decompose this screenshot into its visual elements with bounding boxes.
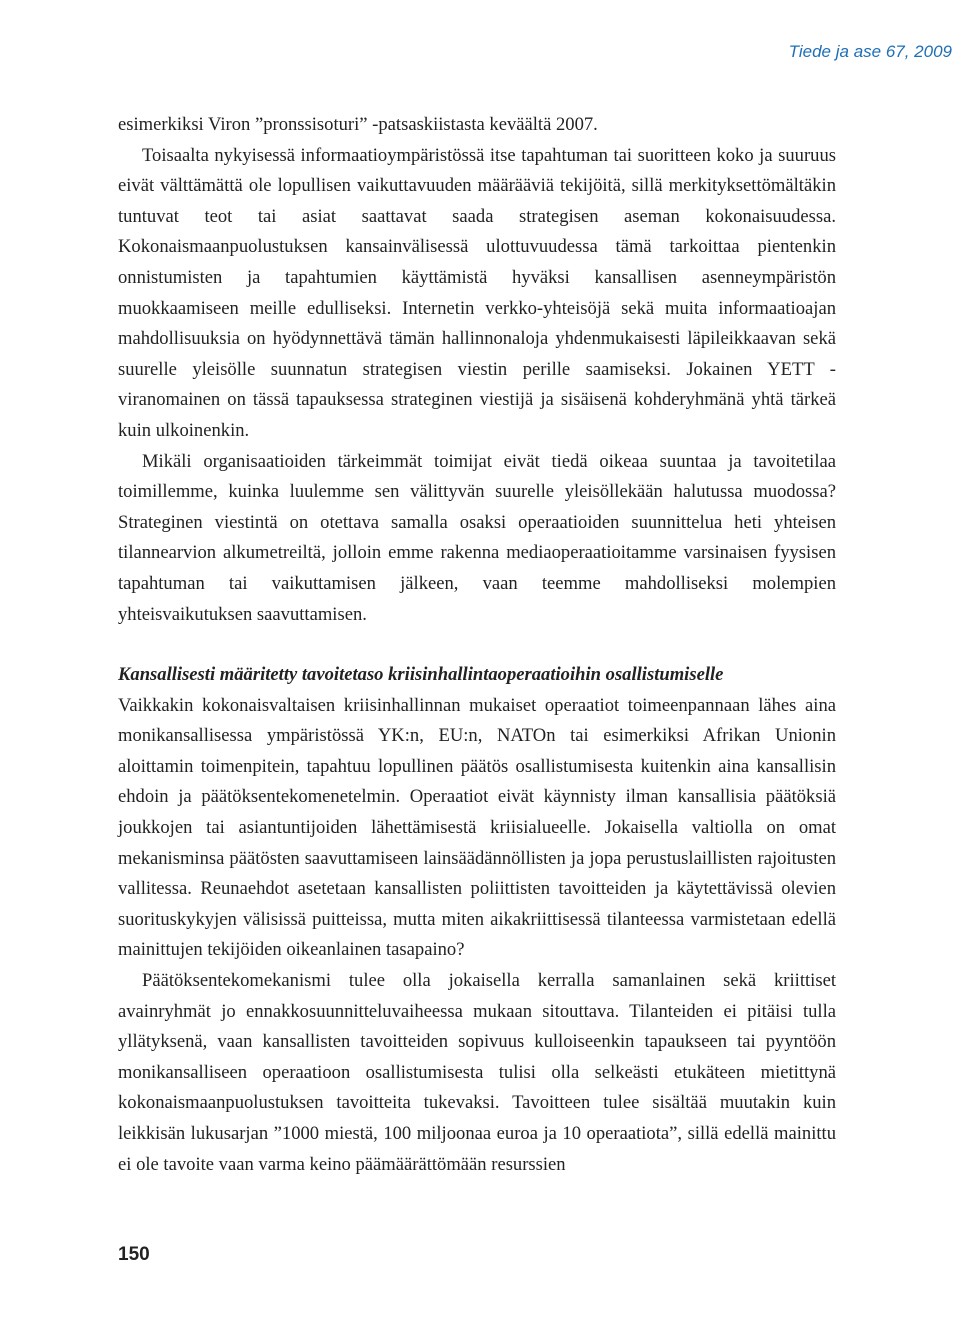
section-heading: Kansallisesti määritetty tavoitetaso kriisinhallintaoperaatioihin osallistumiselle — [118, 664, 724, 686]
article-body — [118, 110, 836, 1180]
paragraph-continuation: esimerkiksi Viron ”pronssisoturi” -patsaskiistasta keväältä 2007. — [118, 114, 598, 135]
journal-header: Tiede ja ase 67, 2009 — [788, 42, 952, 61]
page-number: 150 — [118, 1244, 150, 1265]
paragraph: Mikäli organisaatioiden tärkeimmät toimijat eivät tiedä oikeaa suuntaa ja tavoitetilaa toimillemme, kuinka luulemme sen välittyvän suurelle yleisöllekään halutussa muodossa? Strateginen viestintä on otettava samalla osaksi operaatioiden suunnittelua heti yhteisen tilannearvion alkumetreiltä, jolloin emme rakenna mediaoperaatioitamme varsinaisen fyysisen tapahtuman tai vaikuttamisen jälkeen, vaan teemme mahdolliseksi molempien yhteisvaikutuksen saavuttamisen. — [118, 450, 836, 625]
paragraph: Toisaalta nykyisessä informaatioympäristössä itse tapahtuman tai suoritteen koko ja suuruus eivät välttämättä ole lopullisen vaikuttavuuden määrääviä tekijöitä, sillä merkityksettömältäkin tuntuvat teot tai asiat saattavat saada strategisen aseman kokonaisuudessa. Kokonaismaanpuolustuksen kansainvälisessä ulottuvuudessa tämä tarkoittaa pientenkin onnistumisten ja tapahtumien käyttämistä hyväksi kansallisen asenneympäristön muokkaamiseen meille edulliseksi. Internetin verkko-yhteisöjä sekä muita informaatioajan mahdollisuuksia on hyödynnettävä tämän hallinnonaloja yhdenmukaisesti läpileikkaavan sekä suurelle yleisölle suunnatun strategisen viestin perille saamiseksi. Jokainen YETT -viranomainen on tässä tapauksessa strateginen viestijä ja sisäisenä kohderyhmänä yhtä tärkeä kuin ulkoinenkin. — [118, 144, 836, 441]
paragraph: Päätöksentekomekanismi tulee olla jokaisella kerralla samanlainen sekä kriittiset avainryhmät jo ennakkosuunnitteluvaiheessa mukaan sitouttava. Tilanteiden ei pitäisi tulla yllätyksenä, vaan kansallisten tavoitteiden sopivuus kulloiseenkin tapaukseen tai pyyntöön monikansalliseen operaatioon osallistumisesta tulisi olla selkeästi etukäteen mietittynä kokonaismaanpuolustuksen tavoitteita tukevaksi. Tavoitteen tulee sisältää muutakin kuin leikkisän lukusarjan ”1000 miestä, 100 miljoonaa euroa ja 10 operaatiota”, sillä edellä mainittu ei ole tavoite vaan varma keino päämäärättömään resurssien — [118, 970, 836, 1175]
paragraph: Vaikkakin kokonaisvaltaisen kriisinhallinnan mukaiset operaatiot toimeenpannaan lähes aina monikansallisessa ympäristössä YK:n, EU:n, NATOn tai esimerkiksi Afrikan Unionin aloittamin toimenpitein, tapahtuu lopullinen päätös osallistumisesta kuitenkin aina kansallisin ehdoin ja päätöksentekomenetelmin. Operaatiot eivät käynnisty ilman kansallisia päätöksiä joukkojen tai asiantuntijoiden lähettämisestä kriisialueelle. Jokaisella valtiolla on omat mekanisminsa päätösten saavuttamiseen lainsäädännöllisten ja jopa perustuslaillisten rajoitusten vallitessa. Reunaehdot asetetaan kansallisten poliittisten tavoitteiden ja käytettävissä olevien suorituskykyjen välisissä puitteissa, mutta miten aikakriittisessä tilanteessa varmistetaan edellä mainittujen tekijöiden oikeanlainen tasapaino? — [118, 694, 836, 961]
